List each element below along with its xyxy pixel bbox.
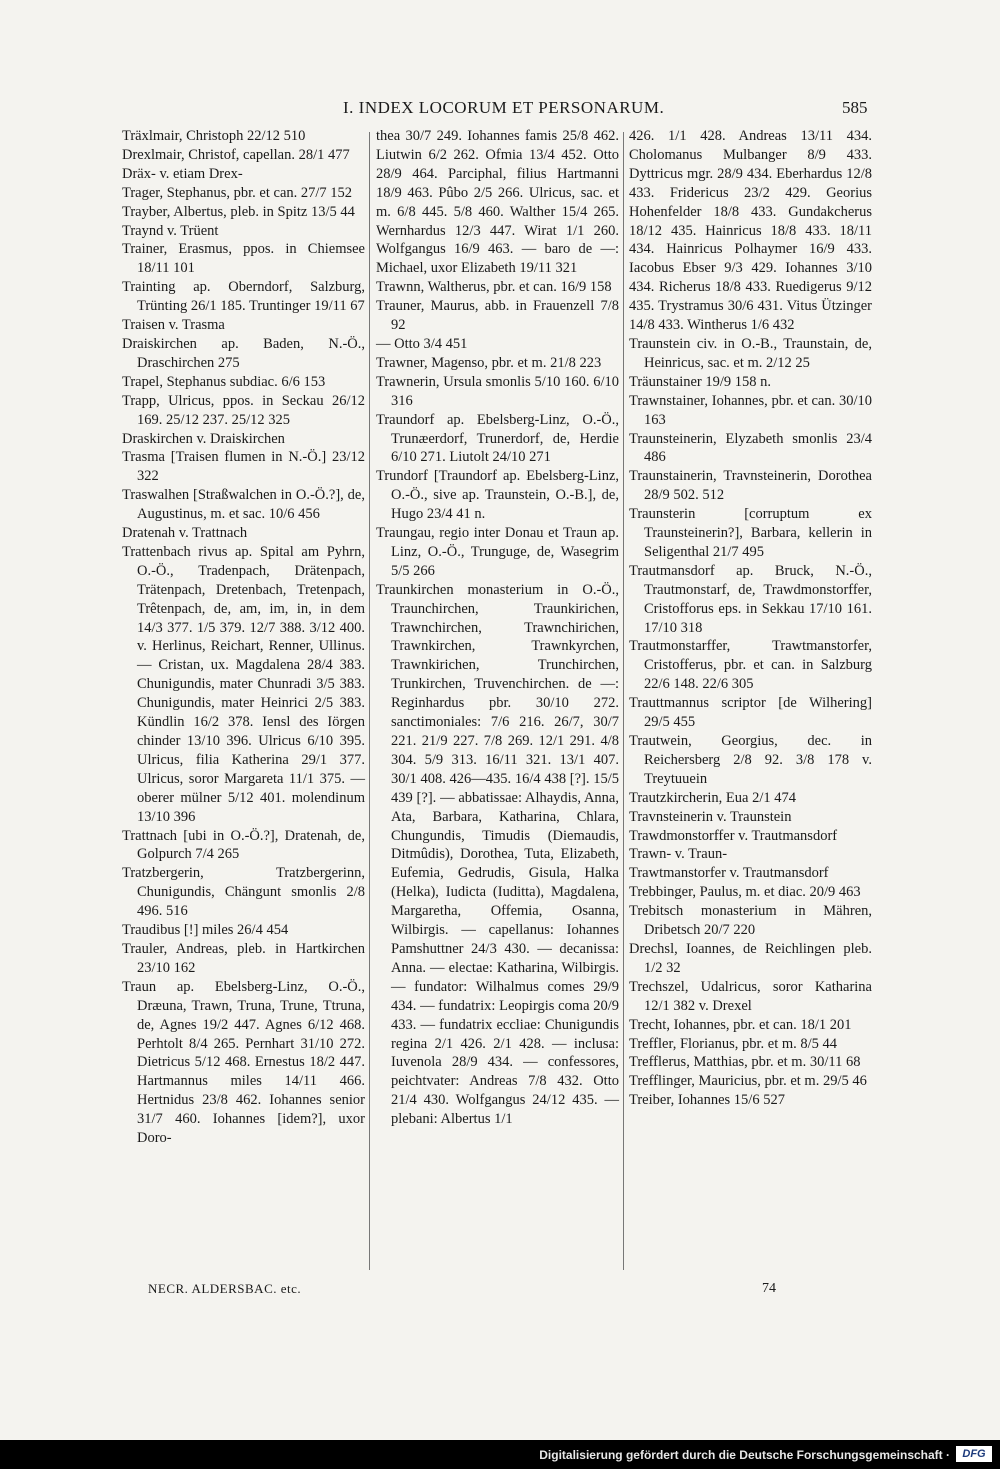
index-entry: Traunsterin [corruptum ex Traunsteinerin?], Barbara, kellerin in Seligenthal 21/7 495 xyxy=(629,506,872,560)
index-entry: Trautwein, Georgius, dec. in Reichersberg 2/8 92. 3/8 178 v. Treytuuein xyxy=(629,733,872,787)
index-entry: Draskirchen v. Draiskirchen xyxy=(122,430,285,447)
running-header-title: I. INDEX LOCORUM ET PERSONARUM. xyxy=(343,98,665,117)
index-entry: Träxlmair, Christoph 22/12 510 xyxy=(122,128,306,144)
index-column-middle xyxy=(376,127,619,1129)
index-entry: Drexlmair, Christof, capellan. 28/1 477 xyxy=(122,146,350,163)
index-column-right xyxy=(629,127,872,1110)
footer-signature: NECR. ALDERSBAC. etc. xyxy=(148,1281,302,1296)
index-entry: Trawnstainer, Iohannes, pbr. et can. 30/10 163 xyxy=(629,392,872,428)
index-entry: Trauttmannus scriptor [de Wilhering] 29/5 455 xyxy=(629,695,872,731)
funding-notice: Digitalisierung gefördert durch die Deutsche Forschungsgemeinschaft · xyxy=(539,1448,950,1462)
index-entry: Trainer, Erasmus, ppos. in Chiemsee 18/11 101 xyxy=(122,241,365,277)
index-entry: — Otto 3/4 451 xyxy=(376,335,468,352)
page-number: 585 xyxy=(842,98,868,117)
index-entry: Treffler, Florianus, pbr. et m. 8/5 44 xyxy=(629,1035,838,1052)
index-entry: Trattenbach rivus ap. Spital am Pyhrn, O.-Ö., Tradenpach, Drätenpach, Trätenpach, Dretenbach, Tretenpach, Trêtenpach, de, am, im, in, in dem 14/3 377. 1/5 379. 12/7 388. 3/12 400. v. Herlinus, Reichart, Renner, Ullinus. — Cristan, ux. Magdalena 28/4 383. Chunigundis, mater Chunradi 3/5 383. Chunigundis, mater Heinrici 2/5 383. Kündlin 16/2 378. Iensl des Iörgen chinder 13/10 396. Ulricus 6/10 395. Ulricus, filia Katherina 29/1 377. Ulricus, soror Margareta 11/1 375. — oberer mülner 5/12 401. molendinum 13/10 396 xyxy=(122,543,365,825)
index-entry: Trefflinger, Mauricius, pbr. et m. 29/5 46 xyxy=(629,1073,867,1090)
index-entry: Trawdmonstorffer v. Trautmansdorf xyxy=(629,827,838,844)
index-entry: Trautmonstarffer, Trawtmanstorfer, Cristofferus, pbr. et can. in Salzburg 22/6 148. 22/6 305 xyxy=(629,638,872,693)
index-entry: Traunstainerin, Travnsteinerin, Dorothea 28/9 502. 512 xyxy=(629,468,872,504)
index-entry: Trawner, Magenso, pbr. et m. 21/8 223 xyxy=(376,354,602,371)
column-divider xyxy=(623,132,624,1270)
column-divider xyxy=(369,132,370,1270)
index-entry: Trager, Stephanus, pbr. et can. 27/7 152 xyxy=(122,184,353,201)
index-entry: Trautmansdorf ap. Bruck, N.-Ö., Trautmonstarf, de, Trawdmonstorffer, Cristofforus eps. in Sekkau 17/10 161. 17/10 318 xyxy=(629,562,872,636)
index-entry: Dräx- v. etiam Drex- xyxy=(122,165,243,182)
index-entry: Traundorf ap. Ebelsberg-Linz, O.-Ö., Trunæerdorf, Trunerdorf, de, Herdie 6/10 271. Liutolt 24/10 271 xyxy=(376,411,619,466)
index-entry-continuation: thea 30/7 249. Iohannes famis 25/8 462. Liutwin 6/2 262. Ofmia 13/4 452. Otto 28/9 464. Parciphal, filius Hartmanni 18/9 463. Pûbo 2/5 266. Ulricus, sac. et m. 6/8 445. 5/8 460. Walther 15/4 265. Wernhardus 12/3 447. Wirat 1/1 260. Wolfgangus 16/9 463. — baro de —: Michael, uxor Elizabeth 19/11 321 xyxy=(376,128,619,277)
index-entry: Draiskirchen ap. Baden, N.-Ö., Draschirchen 275 xyxy=(122,335,365,371)
dfg-logo-icon: DFG xyxy=(956,1446,992,1462)
index-entry: Traunstein civ. in O.-B., Traunstain, de, Heinricus, sac. et m. 2/12 25 xyxy=(629,335,872,371)
index-entry: Trebitsch monasterium in Mähren, Dribetsch 20/7 220 xyxy=(629,903,872,939)
index-entry: Träunstainer 19/9 158 n. xyxy=(629,373,772,390)
index-entry: Travnsteinerin v. Traunstein xyxy=(629,808,792,825)
index-entry: Trawnn, Waltherus, pbr. et can. 16/9 158 xyxy=(376,279,612,296)
index-entry: Trapp, Ulricus, ppos. in Seckau 26/12 169. 25/12 237. 25/12 325 xyxy=(122,392,365,428)
index-entry: Trebbinger, Paulus, m. et diac. 20/9 463 xyxy=(629,884,861,901)
index-entry: Trecht, Iohannes, pbr. et can. 18/1 201 xyxy=(629,1016,852,1033)
index-column-left xyxy=(122,127,365,1148)
index-entry: Treiber, Iohannes 15/6 527 xyxy=(629,1092,785,1109)
index-entry: Traunsteinerin, Elyzabeth smonlis 23/4 486 xyxy=(629,430,872,466)
index-entry: Trechszel, Udalricus, soror Katharina 12/1 382 v. Drexel xyxy=(629,978,872,1014)
index-entry: Traisen v. Trasma xyxy=(122,317,225,334)
index-entry: Traswalhen [Straßwalchen in O.-Ö.?], de, Augustinus, m. et sac. 10/6 456 xyxy=(122,487,365,523)
index-entry: Dratenah v. Trattnach xyxy=(122,525,248,542)
footer-sheet-number: 74 xyxy=(762,1281,776,1296)
funding-bar xyxy=(0,1440,1000,1469)
index-entry: Trawnerin, Ursula smonlis 5/10 160. 6/10 316 xyxy=(376,373,619,409)
index-entry: Trauler, Andreas, pleb. in Hartkirchen 23/10 162 xyxy=(122,940,365,976)
index-entry: Trapel, Stephanus subdiac. 6/6 153 xyxy=(122,373,326,390)
index-entry: Trefflerus, Matthias, pbr. et m. 30/11 68 xyxy=(629,1054,861,1071)
index-entry: Trautzkircherin, Eua 2/1 474 xyxy=(629,789,796,806)
index-entry: Tratzbergerin, Tratzbergerinn, Chunigundis, Chängunt smonlis 2/8 496. 516 xyxy=(122,865,365,920)
index-entry: Trawn- v. Traun- xyxy=(629,846,728,863)
index-entry: Trattnach [ubi in O.-Ö.?], Dratenah, de, Golpurch 7/4 265 xyxy=(122,827,365,863)
index-entry: Traun ap. Ebelsberg-Linz, O.-Ö., Dræuna, Trawn, Truna, Trune, Ttruna, de, Agnes 19/2 447. Agnes 6/12 468. Perhtolt 8/4 265. Pernhart 31/10 272. Dietricus 5/12 468. Ernestus 18/2 447. Hartmannus miles 14/11 466. Hertnidus 23/8 462. Iohannes senior 31/7 460. Iohannes [idem?], uxor Doro- xyxy=(122,978,365,1147)
index-entry: Traungau, regio inter Donau et Traun ap. Linz, O.-Ö., Trunguge, de, Wasegrim 5/5 266 xyxy=(376,525,619,579)
index-entry: Trundorf [Traundorf ap. Ebelsberg-Linz, O.-Ö., sive ap. Traunstein, O.-B.], de, Hugo 23/4 41 n. xyxy=(376,468,619,523)
index-entry: Trauner, Maurus, abb. in Frauenzell 7/8 92 xyxy=(376,298,619,334)
index-entry: Trayber, Albertus, pleb. in Spitz 13/5 44 xyxy=(122,203,355,220)
index-entry: Traynd v. Trüent xyxy=(122,222,219,239)
index-entry: Traunkirchen monasterium in O.-Ö., Traunchirchen, Traunkirichen, Trawnchirchen, Trawnchirichen, Trawnkirchen, Trawnkyrchen, Trawnkirichen, Trunchirchen, Trunkirchen, Truvenchirchen. de —: Reginhardus pbr. 30/10 272. sanctimoniales: 7/6 216. 26/7, 30/7 221. 21/9 227. 7/8 269. 12/1 291. 4/8 304. 5/9 313. 16/11 321. 13/1 407. 30/1 408. 426—435. 16/4 438 [?]. 15/5 439 [?]. — abbatissae: Alhaydis, Anna, Ata, Barbara, Katharina, Chlara, Chungundis, Timudis (Diemaudis, Ditmûdis), Dorothea, Tuta, Elizabeth, Eufemia, Gedrudis, Gisula, Halka (Helka), Iudicta (Iuditta), Magdalena, Margaretha, Offemia, Osanna, Wilbirgis. — capellanus: Iohannes Pamshuttner 24/3 430. — decanissa: Anna. — electae: Katharina, Wilbirgis. — fundator: Wilhalmus comes 29/9 434. — fundatrix: Leopirgis coma 20/9 433. — fundatrix eccliae: Chunigundis regina 2/1 426. 2/1 428. — inclusa: Iuvenola 28/9 434. — confessores, peichtvater: Andreas 7/8 432. Otto 21/4 430. Wolfgangus 24/12 435. — plebani: Albertus 1/1 xyxy=(376,581,619,1128)
index-entry: Trainting ap. Oberndorf, Salzburg, Trünting 26/1 185. Truntinger 19/11 67 xyxy=(122,279,365,315)
index-entry-continuation: 426. 1/1 428. Andreas 13/11 434. Cholomanus Mulbanger 8/9 433. Dyttricus mgr. 28/9 434. Eberhardus 12/8 433. Fridericus 23/2 429. Georius Hohenfelder 18/8 433. Gundakcherus 18/12 435. Hainricus 18/8 433. 18/11 434. Hainricus Polhaymer 16/9 433. Iacobus Ebser 9/3 429. Iohannes 3/10 434. Richerus 18/8 433. Ruedigerus 9/12 435. Trystramus 30/6 431. Vitus Ützinger 14/8 433. Wintherus 1/6 432 xyxy=(629,128,872,334)
index-entry: Drechsl, Ioannes, de Reichlingen pleb. 1/2 32 xyxy=(629,940,872,976)
index-entry: Trasma [Traisen flumen in N.-Ö.] 23/12 322 xyxy=(122,449,365,485)
index-entry: Trawtmanstorfer v. Trautmansdorf xyxy=(629,865,829,882)
index-entry: Traudibus [!] miles 26/4 454 xyxy=(122,922,289,939)
